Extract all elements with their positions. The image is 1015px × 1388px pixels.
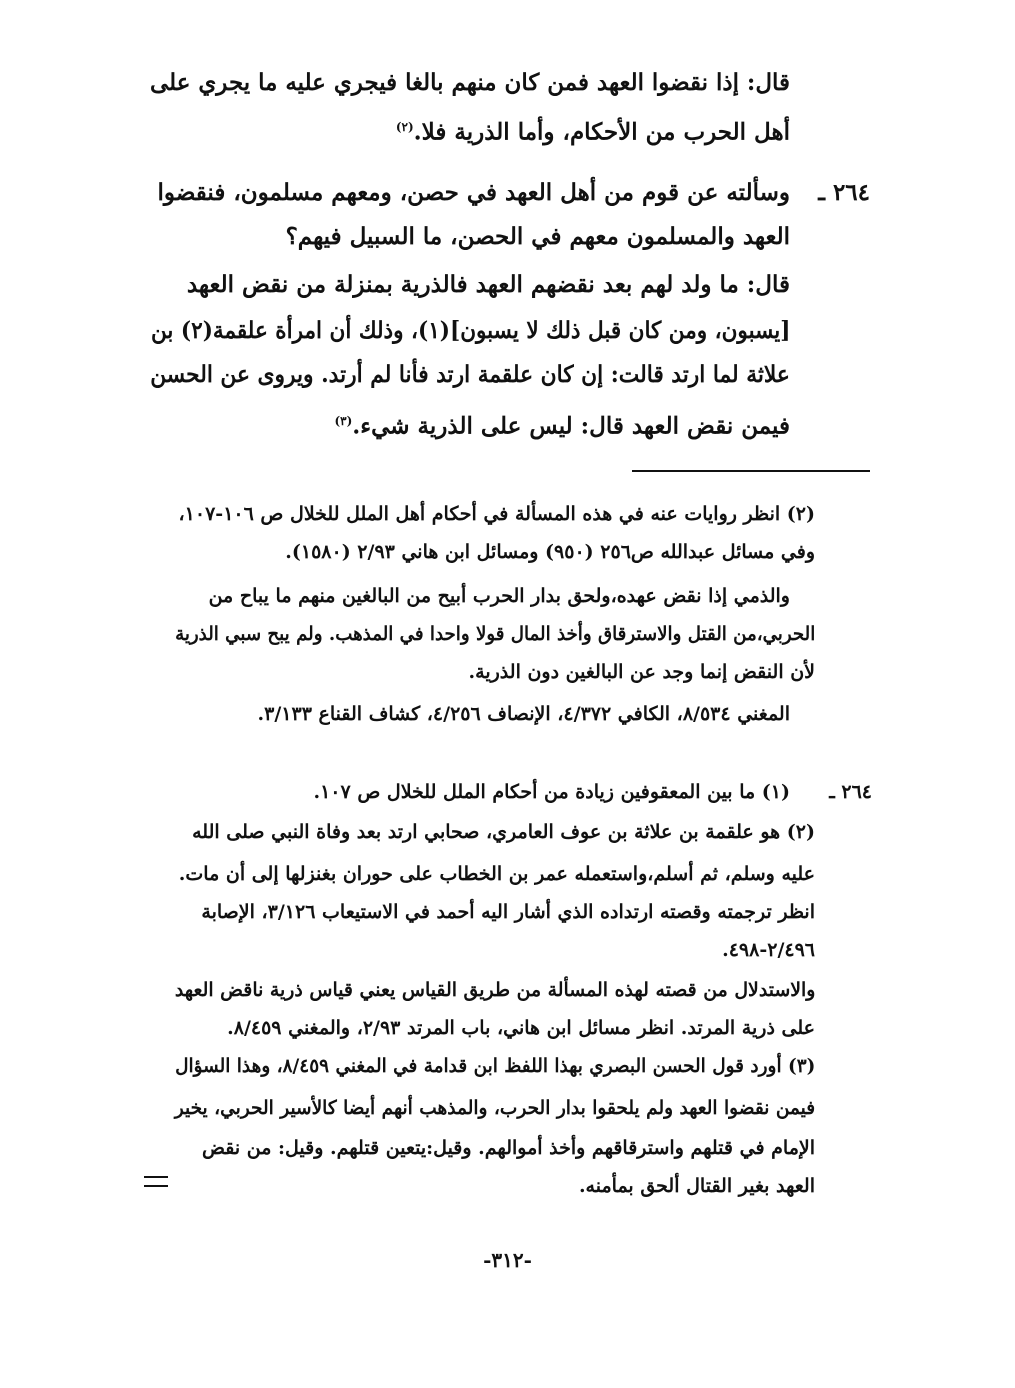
footnote-264-line7: على ذرية المرتد. انظر مسائل ابن هاني، باب المرتد ٢/٩٣، والمغني ٨/٤٥٩.	[227, 1017, 815, 1039]
question-line2: العهد والمسلمون معهم في الحصن، ما السبيل فيهم؟	[285, 223, 790, 250]
main-para1-line2: أهل الحرب من الأحكام، وأما الذرية فلا.$^{(٢)}$	[395, 118, 790, 146]
footnote-264-line6: والاستدلال من قصته لهذه المسألة من طريق القياس يعني قياس ذرية ناقض العهد	[174, 979, 815, 1001]
question-number: ٢٦٤ ـ	[818, 179, 870, 206]
footnote-prev-line6: المغني ٨/٥٣٤، الكافي ٤/٣٧٢، الإنصاف ٤/٢٥٦، كشاف القناع ٣/١٣٣.	[257, 703, 790, 725]
footnote-264-line1: (١) ما بين المعقوفين زيادة من أحكام الملل للخلال ص ١٠٧.	[313, 781, 790, 803]
footnote-264-line3: عليه وسلم، ثم أسلم،واستعمله عمر بن الخطاب على حوران بغنزلها إلى أن مات.	[178, 863, 815, 885]
continuation-mark	[144, 1176, 168, 1187]
footnote-prev-line2: وفي مسائل عبدالله ص٢٥٦ (٩٥٠) ومسائل ابن هاني ٢/٩٣ (١٥٨٠).	[285, 541, 815, 563]
footnote-264-line8: (٣) أورد قول الحسن البصري بهذا اللفظ ابن قدامة في المغني ٨/٤٥٩، وهذا السؤال	[174, 1055, 815, 1077]
footnote-264-line2: (٢) هو علقمة بن علاثة بن عوف العامري، صحابي ارتد بعد وفاة النبي صلى الله	[192, 821, 815, 843]
footnotes-264-number: ٢٦٤ ـ	[829, 781, 872, 803]
footnote-prev-line4: الحربي،من القتل والاسترقاق وأخذ المال قولا واحدا في المذهب. ولم يبح سبي الذرية	[174, 623, 815, 645]
answer-line2: [يسبون، ومن كان قبل ذلك لا يسبون](١)، وذلك أن امرأة علقمة(٢) بن	[150, 317, 790, 344]
footnote-264-line4: انظر ترجمته وقصته ارتداده الذي أشار اليه أحمد في الاستيعاب ٣/١٢٦، الإصابة	[201, 901, 815, 923]
page-number: -٣١٢-	[483, 1248, 532, 1272]
footnote-264-line11: العهد بغير القتال ألحق بمأمنه.	[578, 1175, 815, 1197]
footnote-prev-line5: لأن النقض إنما وجد عن البالغين دون الذرية.	[468, 661, 815, 683]
main-para1-line1: قال: إذا نقضوا العهد فمن كان منهم بالغا فيجري عليه ما يجري على	[149, 69, 790, 96]
footnote-prev-line3: والذمي إذا نقض عهده،ولحق بدار الحرب أبيح من البالغين منهم ما يباح من	[208, 585, 790, 607]
footnote-ref: (٣)	[334, 414, 353, 428]
answer-line1: قال: ما ولد لهم بعد نقضهم العهد فالذرية بمنزلة من نقض العهد	[186, 271, 790, 298]
footnote-264-line5: ٢/٤٩٦-٤٩٨.	[722, 939, 815, 961]
footnote-264-line10: الإمام في قتلهم واسترقاقهم وأخذ أموالهم. وقيل:يتعين قتلهم. وقيل: من نقض	[201, 1137, 815, 1159]
answer-line3: علاثة لما ارتد قالت: إن كان علقمة ارتد فأنا لم أرتد. ويروى عن الحسن	[150, 361, 790, 388]
answer-line4: فيمن نقض العهد قال: ليس على الذرية شيء.$^{(٣)}$	[334, 412, 790, 440]
footnote-264-line9: فيمن نقضوا العهد ولم يلحقوا بدار الحرب، والمذهب أنهم أيضا كالأسير الحربي، يخير	[174, 1097, 815, 1119]
footnote-separator	[632, 470, 870, 472]
footnote-ref: (٢)	[395, 120, 414, 134]
question-line1: وسألته عن قوم من أهل العهد في حصن، ومعهم مسلمون، فنقضوا	[157, 179, 790, 206]
footnote-prev-line1: (٢) انظر روايات عنه في هذه المسألة في أحكام أهل الملل للخلال ص ١٠٦-١٠٧،	[178, 503, 815, 525]
